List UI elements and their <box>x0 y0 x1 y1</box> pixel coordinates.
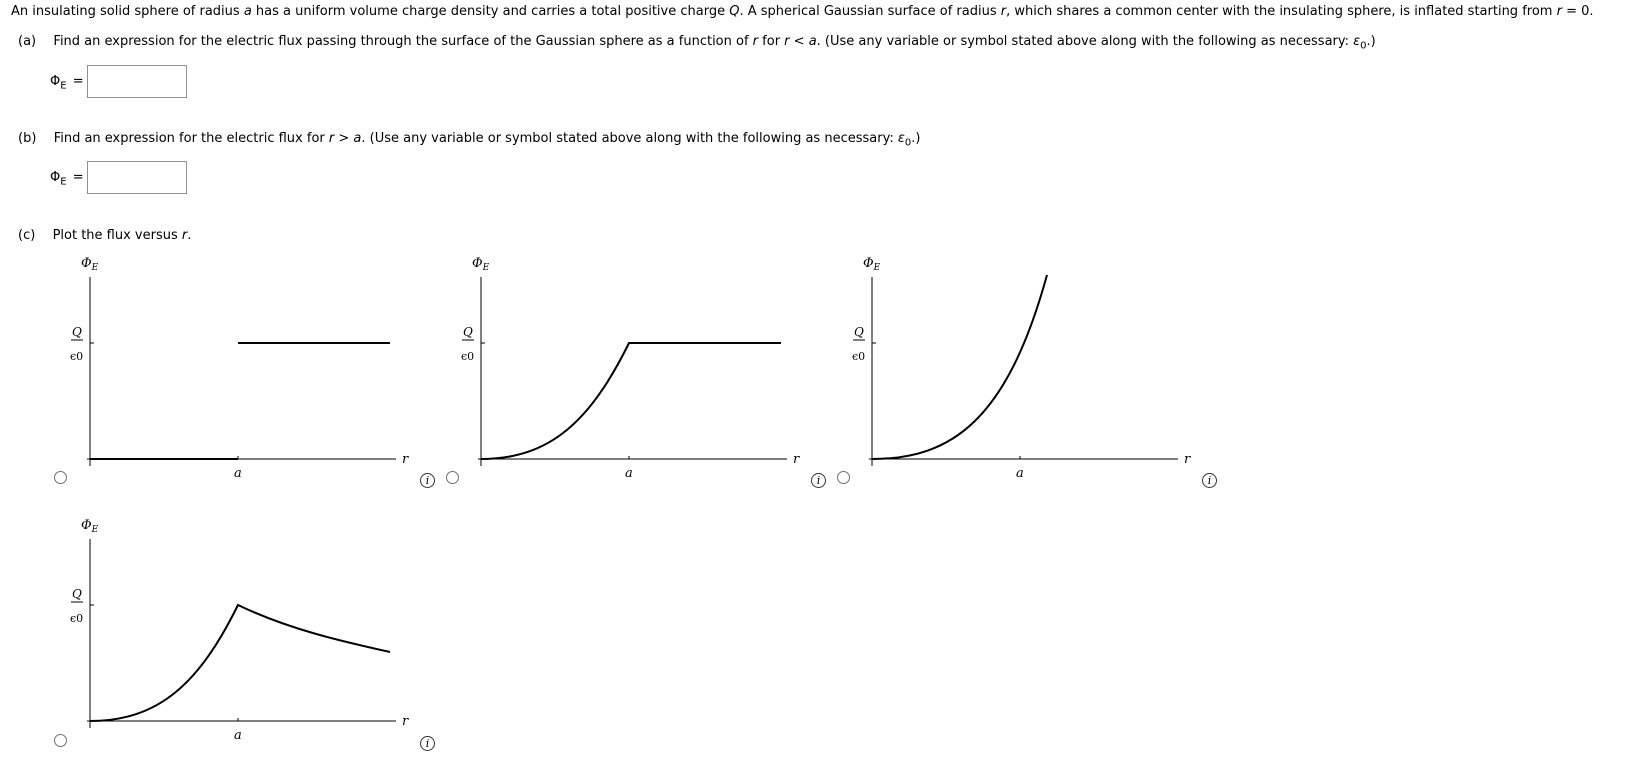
part-b-answer-input[interactable] <box>87 161 187 194</box>
option-graph-quadratic-rising <box>842 250 1202 490</box>
part-a-phi-label: $\Phi_E$ = <box>50 74 84 92</box>
option-graph-quadratic-then-decreasing <box>60 512 420 752</box>
flux-curve <box>481 343 781 459</box>
epsilon-symbol: ε <box>897 131 905 146</box>
phi-axis-label: $\Phi_E$ <box>81 518 99 535</box>
flux-curve <box>872 275 1047 459</box>
r-axis-label: r <box>793 452 800 467</box>
var-Q: Q <box>729 4 740 19</box>
part-b-prompt: (b) Find an expression for the electric flux for r > a. (Use any variable or symbol stated above along with the following as necessary: $\varepsilon_0$.) <box>18 131 921 149</box>
epsilon-symbol: ε <box>1353 34 1361 49</box>
q-over-eps-denominator: ϵ0 <box>461 350 475 363</box>
info-icon[interactable]: i <box>420 473 435 488</box>
q-over-eps-numerator: Q <box>72 587 82 601</box>
q-over-eps-numerator: Q <box>854 325 864 339</box>
info-icon[interactable]: i <box>1202 473 1217 488</box>
q-over-eps-denominator: ϵ0 <box>70 350 84 363</box>
var-r: r <box>1556 4 1562 19</box>
q-over-eps-numerator: Q <box>72 325 82 339</box>
r-axis-label: r <box>402 714 409 729</box>
q-over-eps-denominator: ϵ0 <box>852 350 866 363</box>
a-tick-label: a <box>625 466 633 481</box>
part-c-prompt: (c) Plot the flux versus r. <box>18 228 192 243</box>
option-radio-zero-then-constant[interactable] <box>54 471 67 484</box>
option-radio-quadratic-then-constant[interactable] <box>446 471 459 484</box>
option-radio-quadratic-rising[interactable] <box>837 471 850 484</box>
var-a: a <box>243 4 252 19</box>
var-r: r <box>1000 4 1007 19</box>
question-intro: An insulating solid sphere of radius a has a uniform volume charge density and carries a total positive charge Q. A spherical Gaussian surface of radius r, which shares a common center with the insulating sphere, is inflated starting from r = 0. <box>11 4 1594 19</box>
q-over-eps-denominator: ϵ0 <box>70 612 84 625</box>
a-tick-label: a <box>1016 466 1024 481</box>
phi-axis-label: $\Phi_E$ <box>81 256 99 273</box>
phi-axis-label: $\Phi_E$ <box>863 256 881 273</box>
info-icon[interactable]: i <box>811 473 826 488</box>
info-icon[interactable]: i <box>420 736 435 751</box>
phi-axis-label: $\Phi_E$ <box>472 256 490 273</box>
flux-curve <box>90 343 390 459</box>
part-a-prompt: (a) Find an expression for the electric flux passing through the surface of the Gaussian sphere as a function of r for r < a. (Use any variable or symbol stated above along with the following as necessary: $\varepsilon_0$.) <box>18 34 1376 52</box>
r-axis-label: r <box>402 452 409 467</box>
option-radio-quadratic-then-decreasing[interactable] <box>54 734 67 747</box>
option-graph-zero-then-constant <box>60 250 420 490</box>
part-a-label: (a) <box>18 34 37 49</box>
a-tick-label: a <box>234 466 242 481</box>
part-b-phi-label: $\Phi_E$ = <box>50 170 84 188</box>
part-c-label: (c) <box>18 228 36 243</box>
part-a-answer-input[interactable] <box>87 65 187 98</box>
flux-curve <box>90 605 390 721</box>
q-over-eps-numerator: Q <box>463 325 473 339</box>
r-axis-label: r <box>1184 452 1191 467</box>
option-graph-quadratic-then-constant <box>451 250 811 490</box>
part-b-label: (b) <box>18 131 37 146</box>
a-tick-label: a <box>234 728 242 743</box>
